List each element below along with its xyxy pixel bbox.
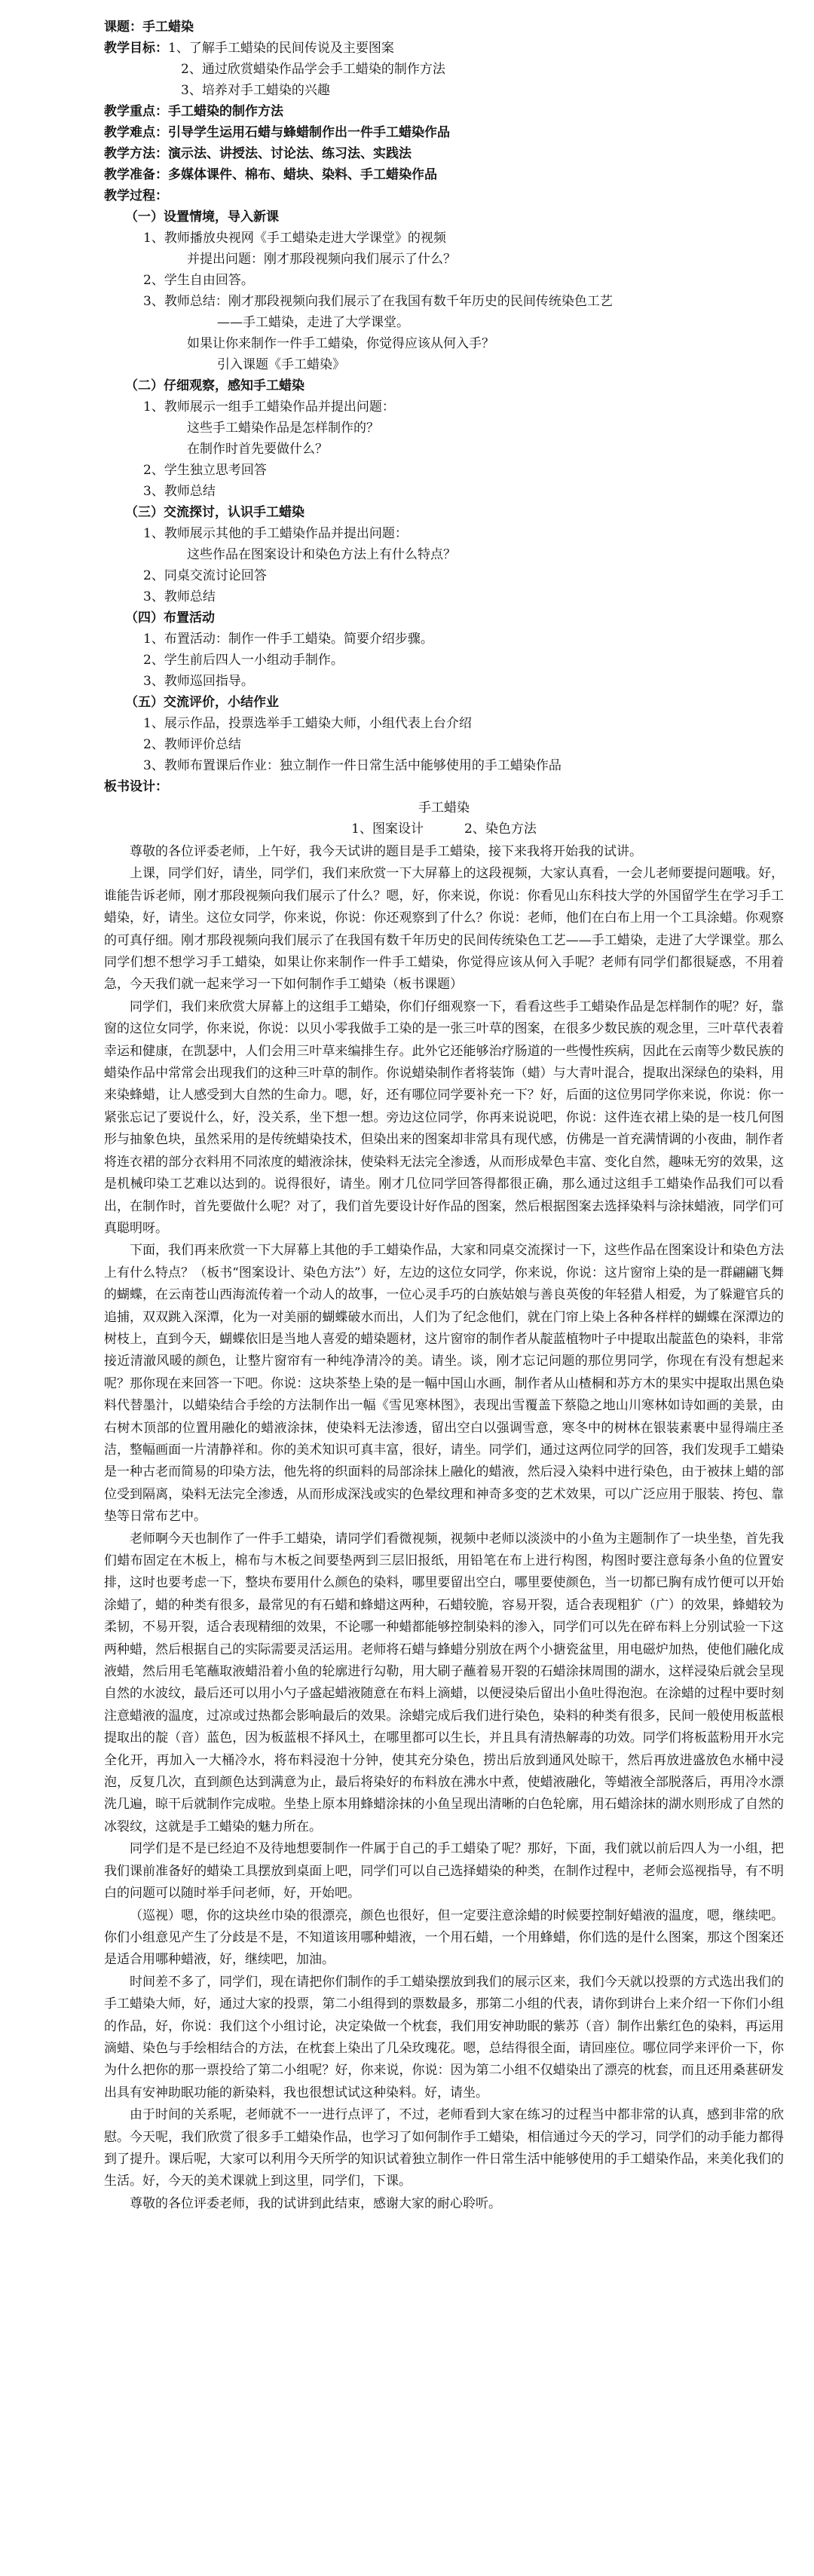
process-step: 1、教师展示其他的手工蜡染作品并提出问题： bbox=[143, 526, 408, 541]
lecture-paragraph: 老师啊今天也制作了一件手工蜡染，请同学们看微视频，视频中老师以淡淡中的小鱼为主题制作了一块坐垫，首先我们蜡布固定在木板上，棉布与木板之间要垫两到三层旧报纸，用铅笔在布上进行构图，构图时要注意每条小鱼的位置安排，这时也要考虑一下，整块布要用什么颜色的染料，哪里要留出空白，哪里要使颜色，当一切都已胸有成竹便可以开始涂蜡了，蜡的种类有很多，最常见的有石蜡和蜂蜡这两种，石蜡较脆，容易开裂，适合表现粗犷（广）的效果，蜂蜡较为柔韧，不易开裂，适合表现精细的效果，不论哪一种蜡都能够控制染料的渗入，同学们可以先在碎布料上分别试验一下这两种蜡，然后根据自己的实际需要灵活运用。老师将石蜡与蜂蜡分别放在两个小搪瓷盆里，用电磁炉加热，使他们融化成液蜡，然后用毛笔蘸取液蜡沿着小鱼的轮廓进行勾勒，用大刷子蘸着易开裂的石蜡涂抹周围的湖水，这样浸染后就会呈现自然的水波纹，最后还可以用小勺子盛起蜡液随意在布料上滴蜡，以便浸染后留出小鱼吐得泡泡。在涂蜡的过程中要时刻注意蜡液的温度，过凉或过热都会影响最后的效果。涂蜡完成后我们进行染色，染料的种类有很多，民间一般使用板蓝根提取出的靛（音）蓝色，因为板蓝根不择风土，在哪里都可以生长，并且具有清热解毒的功效。同学们将板蓝粉用开水完全化开，再加入一大桶冷水，将布料浸泡十分钟，使其充分染色，捞出后放到通风处晾干，然后再放进盛放色水桶中浸泡，反复几次，直到颜色达到满意为止，最后将染好的布料放在沸水中煮，使蜡液融化，等蜡液全部脱落后，再用冷水漂洗几遍，晾干后就制作完成啦。坐垫上原本用蜂蜡涂抹的小鱼呈现出清晰的白色轮廓，用石蜡涂抹的湖水则形成了自然的冰裂纹，这就是手工蜡染的魅力所在。 bbox=[104, 1531, 784, 1834]
lecture-paragraph: （巡视）嗯，你的这块丝巾染的很漂亮，颜色也很好，但一定要注意涂蜡的时候要控制好蜡液的温度，嗯，继续吧。你们小组意见产生了分歧是不是，不知道该用哪种蜡液，一个用石蜡，一个用蜂蜡，你们选的是什么图案，那这个图案还是适合用哪种蜡液，好，继续吧，加油。 bbox=[104, 1908, 784, 1968]
process-step: 3、教师布置课后作业：独立制作一件日常生活中能够使用的手工蜡染作品 bbox=[143, 758, 562, 773]
process-step: 1、展示作品，投票选举手工蜡染大师，小组代表上台介绍 bbox=[143, 716, 472, 731]
process-section-heading: （四）布置活动 bbox=[125, 610, 215, 626]
lecture-paragraph: 同学们是不是已经迫不及待地想要制作一件属于自己的手工蜡染了呢？那好，下面，我们就以前后四人为一小组，把我们课前准备好的蜡染工具摆放到桌面上吧，同学们可以自己选择蜡染的种类，在制作过程中，老师会巡视指导，有不明白的问题可以随时举手问老师，好，开始吧。 bbox=[104, 1841, 784, 1901]
methods: 教学方法：演示法、讲授法、讨论法、练习法、实践法 bbox=[104, 146, 412, 161]
process-step: 这些手工蜡染作品是怎样制作的？ bbox=[187, 421, 379, 436]
board-title: 手工蜡染 bbox=[418, 800, 470, 815]
process-section-heading: （一）设置情境，导入新课 bbox=[125, 210, 279, 225]
process-step: 3、教师巡回指导。 bbox=[143, 674, 254, 689]
lecture-paragraph: 尊敬的各位评委老师，上午好，我今天试讲的题目是手工蜡染，接下来我将开始我的试讲。 bbox=[130, 844, 642, 859]
lecture-paragraph: 时间差不多了，同学们，现在请把你们制作的手工蜡染摆放到我们的展示区来，我们今天就以投票的方式选出我们的手工蜡染大师，好，通过大家的投票，第二小组得到的票数最多，那第二小组的代表，请你到讲台上来介绍一下你们小组的作品，好，你说：我们这个小组讨论，决定染做一个枕套，我们用安神助眠的紫苏（音）制作出紫红色的染料，再运用滴蜡、染色与手绘相结合的方法，在枕套上染出了几朵玫瑰花。嗯，总结得很全面，请回座位。哪位同学来评价一下，你为什么把你的那一票投给了第二小组呢？好，你来说，你说：因为第二小组不仅蜡染出了漂亮的枕套，而且还用桑葚研发出具有安神助眠功能的新染料，我也很想试试这种染料。好，请坐。 bbox=[104, 1974, 784, 2100]
process-step: 2、教师评价总结 bbox=[143, 737, 241, 752]
process-step: 1、教师展示一组手工蜡染作品并提出问题： bbox=[143, 399, 395, 415]
goal-2: 2、通过欣赏蜡染作品学会手工蜡染的制作方法 bbox=[181, 62, 445, 77]
process-step: 3、教师总结 bbox=[143, 589, 216, 604]
goal-1: 1、了解手工蜡染的民间传说及主要图案 bbox=[168, 41, 394, 56]
process-step: 1、布置活动：制作一件手工蜡染。简要介绍步骤。 bbox=[143, 632, 433, 647]
goal-line-1 bbox=[104, 38, 784, 59]
process-step: 这些作品在图案设计和染色方法上有什么特点？ bbox=[187, 547, 456, 562]
process-step: 并提出问题：刚才那段视频向我们展示了什么？ bbox=[187, 252, 456, 267]
process-step: 3、教师总结 bbox=[143, 484, 216, 499]
process-step: 3、教师总结：刚才那段视频向我们展示了在我国有数千年历史的民间传统染色工艺 bbox=[143, 294, 613, 309]
goal-3: 3、培养对手工蜡染的兴趣 bbox=[181, 83, 330, 98]
lecture-paragraph: 下面，我们再来欣赏一下大屏幕上其他的手工蜡染作品，大家和同桌交流探讨一下，这些作品在图案设计和染色方法上有什么特点？（板书“图案设计、染色方法”）好，左边的这位女同学，你来说，你说：这片窗帘上染的是一群翩翩飞舞的蝴蝶，在云南苍山西海流传着一个动人的故事，一位心灵手巧的白族姑娘与善良英俊的年轻猎人相爱，为了躲避官兵的追捕，双双跳入深潭，化为一对美丽的蝴蝶破水而出，人们为了纪念他们，就在门帘上染上各种各样样的蝴蝶在深潭边的树枝上，直到今天，蝴蝶依旧是当地人喜爱的蜡染题材，这片窗帘的制作者从靛蓝植物叶子中提取出靛蓝色的染料，非常接近清澈风暖的颜色，让整片窗帘有一种纯净清冷的美。请坐。谈，刚才忘记问题的那位男同学，你现在有没有想起来呢？那你现在来回答一下吧。你说：这块茶垫上染的是一幅中国山水画，制作者从山楂桐和苏方木的果实中提取出黑色染料代替墨汁，以蜡染结合手绘的方法制作出一幅《雪见寒林图》，表现出雪覆盖下蔡隐之地山川寒林如诗如画的美景，由右树木顶部的位置用融化的蜡液涂抹，使染料无法渗透，留出空白以强调雪意，寒冬中的树林在银装素裹中显得端庄圣洁，整幅画面一片清静祥和。你的美术知识可真丰富，很好，请坐。同学们，通过这两位同学的回答，我们发现手工蜡染是一种古老而简易的印染方法，他先将的织面料的局部涂抹上融化的蜡液，然后浸入染料中进行染色，由于被抹上蜡的部位受到隔离，染料无法完全渗透，从而形成深浅或实的色晕纹理和神奇多变的艺术效果，可以广泛应用于服装、挎包、靠垫等日常布艺中。 bbox=[104, 1243, 784, 1525]
process-section-heading: （三）交流探讨，认识手工蜡染 bbox=[125, 505, 304, 520]
lecture-script bbox=[104, 841, 784, 2215]
process-section-heading: （五）交流评价，小结作业 bbox=[125, 695, 279, 710]
process-step: 2、学生自由回答。 bbox=[143, 273, 254, 288]
process-step: ——手工蜡染，走进了大学课堂。 bbox=[217, 315, 409, 330]
board-label: 板书设计： bbox=[104, 779, 168, 794]
preparation: 教学准备：多媒体课件、棉布、蜡块、染料、手工蜡染作品 bbox=[104, 167, 437, 182]
process-list bbox=[104, 207, 784, 776]
process-step: 如果让你来制作一件手工蜡染，你觉得应该从何入手？ bbox=[187, 336, 494, 351]
process-section-heading: （二）仔细观察，感知手工蜡染 bbox=[125, 378, 304, 393]
difficulty: 教学难点：引导学生运用石蜡与蜂蜡制作出一件手工蜡染作品 bbox=[104, 125, 450, 140]
goals-label: 教学目标： bbox=[104, 41, 168, 56]
process-step: 引入课题《手工蜡染》 bbox=[217, 357, 345, 372]
key-point: 教学重点：手工蜡染的制作方法 bbox=[104, 104, 283, 119]
process-step: 在制作时首先要做什么？ bbox=[187, 442, 328, 457]
lecture-paragraph: 由于时间的关系呢，老师就不一一进行点评了，不过，老师看到大家在练习的过程当中都非常的认真，感到非常的欣慰。今天呢，我们欣赏了很多手工蜡染作品，也学习了如何制作手工蜡染，相信通过今天的学习，同学们的动手能力都得到了提升。课后呢，大家可以利用今天所学的知识试着独立制作一件日常生活中能够使用的手工蜡染作品，来美化我们的生活。好，今天的美术课就上到这里，同学们，下课。 bbox=[104, 2107, 784, 2189]
topic-line: 课题：手工蜡染 bbox=[104, 20, 194, 35]
process-step: 2、同桌交流讨论回答 bbox=[143, 568, 267, 583]
lecture-paragraph: 上课，同学们好，请坐，同学们，我们来欣赏一下大屏幕上的这段视频，大家认真看，一会儿老师要提问题哦。好，谁能告诉老师，刚才那段视频向我们展示了什么？嗯，好，你来说，你说：你看见山东科技大学的外国留学生在学习手工蜡染，好，请坐。这位女同学，你来说，你说：你还观察到了什么？你说：老师，他们在白布上用一个工具涂蜡。你观察的可真仔细。刚才那段视频向我们展示了在我国有数千年历史的民间传统染色工艺——手工蜡染，走进了大学课堂。那么同学们想不想学习手工蜡染，如果让你来制作一件手工蜡染，你觉得应该从何入手呢？老师有同学们都很疑惑，不用着急，今天我们就一起来学习一下如何制作手工蜡染（板书课题） bbox=[104, 866, 784, 993]
board-items: 1、图案设计 2、染色方法 bbox=[351, 821, 537, 837]
process-step: 2、学生前后四人一小组动手制作。 bbox=[143, 653, 344, 668]
process-step: 1、教师播放央视网《手工蜡染走进大学课堂》的视频 bbox=[143, 231, 446, 246]
lecture-paragraph: 尊敬的各位评委老师，我的试讲到此结束，感谢大家的耐心聆听。 bbox=[130, 2195, 501, 2211]
lecture-paragraph: 同学们，我们来欣赏大屏幕上的这组手工蜡染，你们仔细观察一下，看看这些手工蜡染作品是怎样制作的呢？好，靠窗的这位女同学，你来说，你说：以贝小零我做手工染的是一张三叶草的图案，在很多少数民族的观念里，三叶草代表着幸运和健康，在凯瑟中，人们会用三叶草来编排生存。此外它还能够治疗肠道的一些慢性疾病，因此在云南等少数民族的蜡染作品中常常会出现我们的这种三叶草的制作。你说蜡染制作者将装饰（蜡）与大青叶混合，提取出深绿色的染料，用来染蜂蜡，让人感受到大自然的生命力。嗯，好，还有哪位同学要补充一下？好，后面的这位男同学你来说，你说：你一紧张忘记了要说什么，好，没关系，坐下想一想。旁边这位同学，你再来说说吧，你说：这件连衣裙上染的是一枝几何图形与抽象色块，虽然采用的是传统蜡染技术，但染出来的图案却非常具有现代感，仿佛是一首充满情调的小夜曲，制作者将连衣裙的部分衣料用不同浓度的蜡液涂抹，使染料无法完全渗透，从而形成晕色丰富、变化自然，趣味无穷的效果，这是机械印染工艺难以达到的。说得很好，请坐。刚才几位同学回答得都很正确，那么通过这组手工蜡染作品我们可以看出，在制作时，首先要做什么呢？对了，我们首先要设计好作品的图案，然后根据图案去选择染料与涂抹蜡液，同学们可真聪明呀。 bbox=[104, 999, 784, 1236]
process-label: 教学过程： bbox=[104, 188, 168, 203]
process-step: 2、学生独立思考回答 bbox=[143, 463, 267, 478]
